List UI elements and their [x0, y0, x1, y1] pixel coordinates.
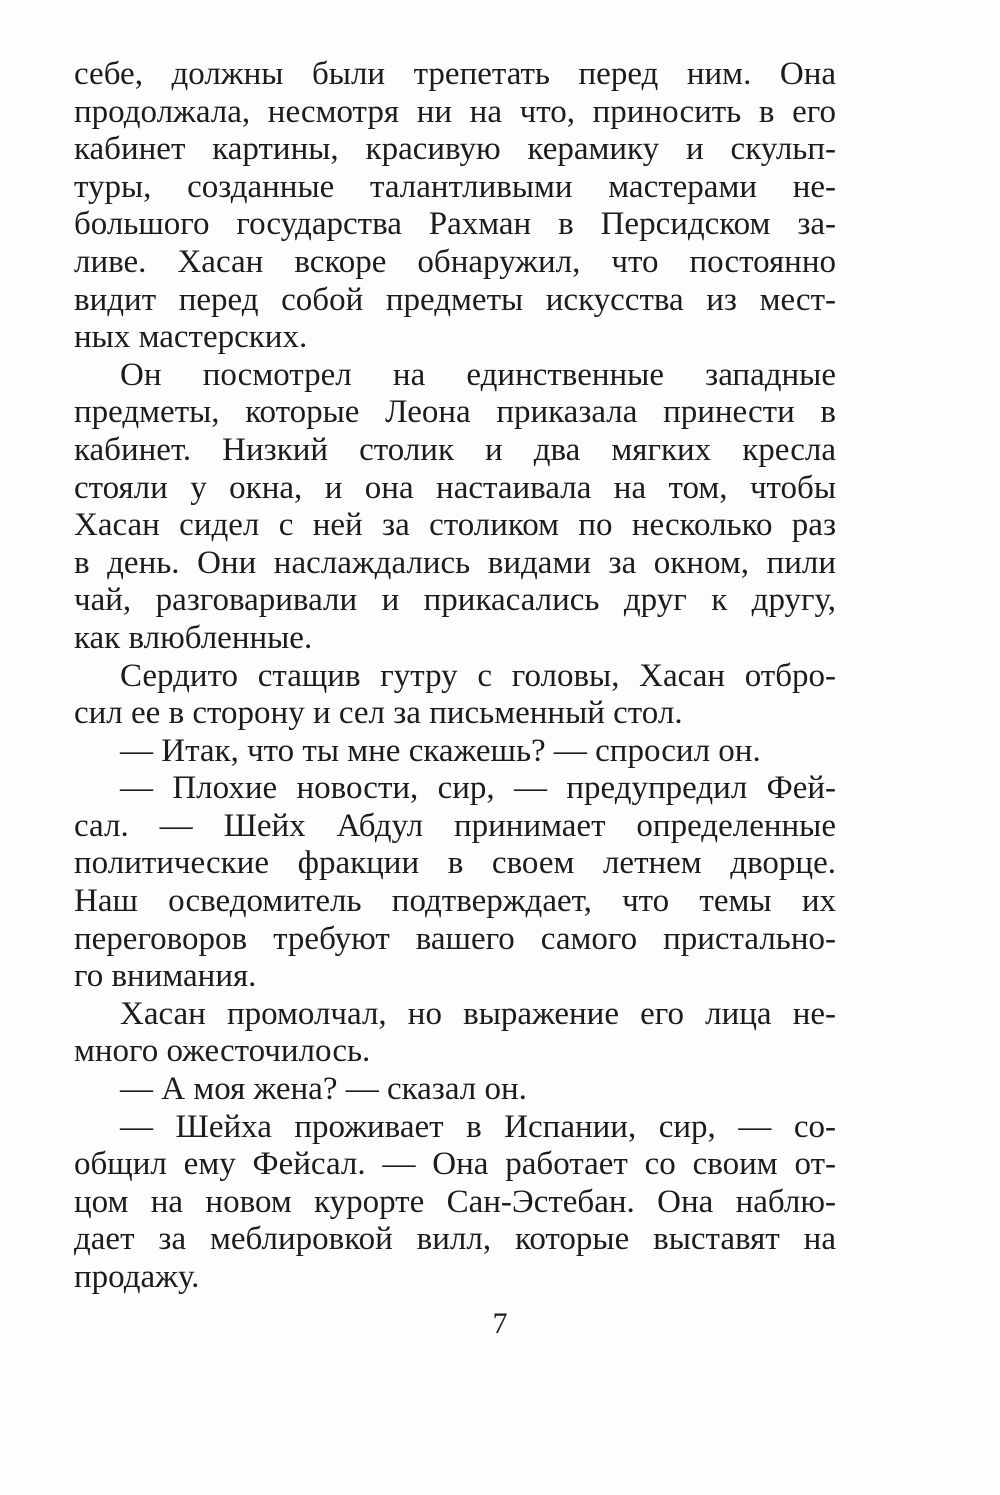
text-line: себе, должны были трепетать перед ним. Она [74, 56, 836, 92]
text-line: Хасан промолчал, но выражение его лица не- [120, 995, 836, 1032]
text-line: Он посмотрел на единственные западные [120, 356, 836, 393]
text-line: цом на новом курорте Сан-Эстебан. Она наблю- [74, 1183, 836, 1220]
text-line: переговоров требуют вашего самого пристально- [74, 920, 836, 957]
text-line: ливе. Хасан вскоре обнаружил, что постоянно [74, 243, 836, 280]
text-line: много ожесточилось. [74, 1033, 371, 1070]
text-line: чай, разговаривали и прикасались друг к другу, [74, 582, 836, 619]
text-line: общил ему Фейсал. — Она работает со своим от- [74, 1146, 836, 1183]
text-line: — Плохие новости, сир, — предупредил Фей- [120, 770, 836, 807]
text-line: кабинет картины, красивую керамику и скульп- [74, 131, 836, 168]
text-line: сал. — Шейх Абдул принимает определенные [74, 807, 836, 844]
text-line: Сердито стащив гутру с головы, Хасан отбро- [120, 657, 836, 694]
text-line: Хасан сидел с ней за столиком по несколько раз [74, 507, 836, 544]
text-line: как влюбленные. [74, 619, 313, 656]
text-line: ных мастерских. [74, 319, 308, 356]
text-line: туры, созданные талантливыми мастерами не- [74, 168, 836, 205]
page-number: 7 [492, 1307, 508, 1340]
text-line: большого государства Рахман в Персидском за- [74, 206, 836, 243]
text-line: — Шейха проживает в Испании, сир, — со- [120, 1108, 836, 1145]
text-line: — Итак, что ты мне скажешь? — спросил он. [120, 732, 761, 769]
text-line: дает за меблировкой вилл, которые выставят на [74, 1221, 836, 1258]
text-line: видит перед собой предметы искусства из мест- [74, 281, 836, 318]
text-line: продажу. [74, 1259, 200, 1295]
text-line: политические фракции в своем летнем дворце. [74, 845, 836, 882]
text-line: Наш осведомитель подтверждает, что темы их [74, 883, 836, 920]
text-line: предметы, которые Леона приказала принести в [74, 394, 836, 431]
text-line: сил ее в сторону и сел за письменный стол. [74, 695, 683, 732]
body-text [74, 56, 836, 1297]
text-line: — А моя жена? — сказал он. [120, 1071, 527, 1108]
text-line: стояли у окна, и она настаивала на том, чтобы [74, 469, 836, 506]
text-line: в день. Они наслаждались видами за окном, пили [74, 544, 836, 581]
text-line: кабинет. Низкий столик и два мягких кресла [74, 431, 836, 468]
text-line: продолжала, несмотря ни на что, приносить в его [74, 93, 836, 130]
text-line: го внимания. [74, 958, 257, 995]
